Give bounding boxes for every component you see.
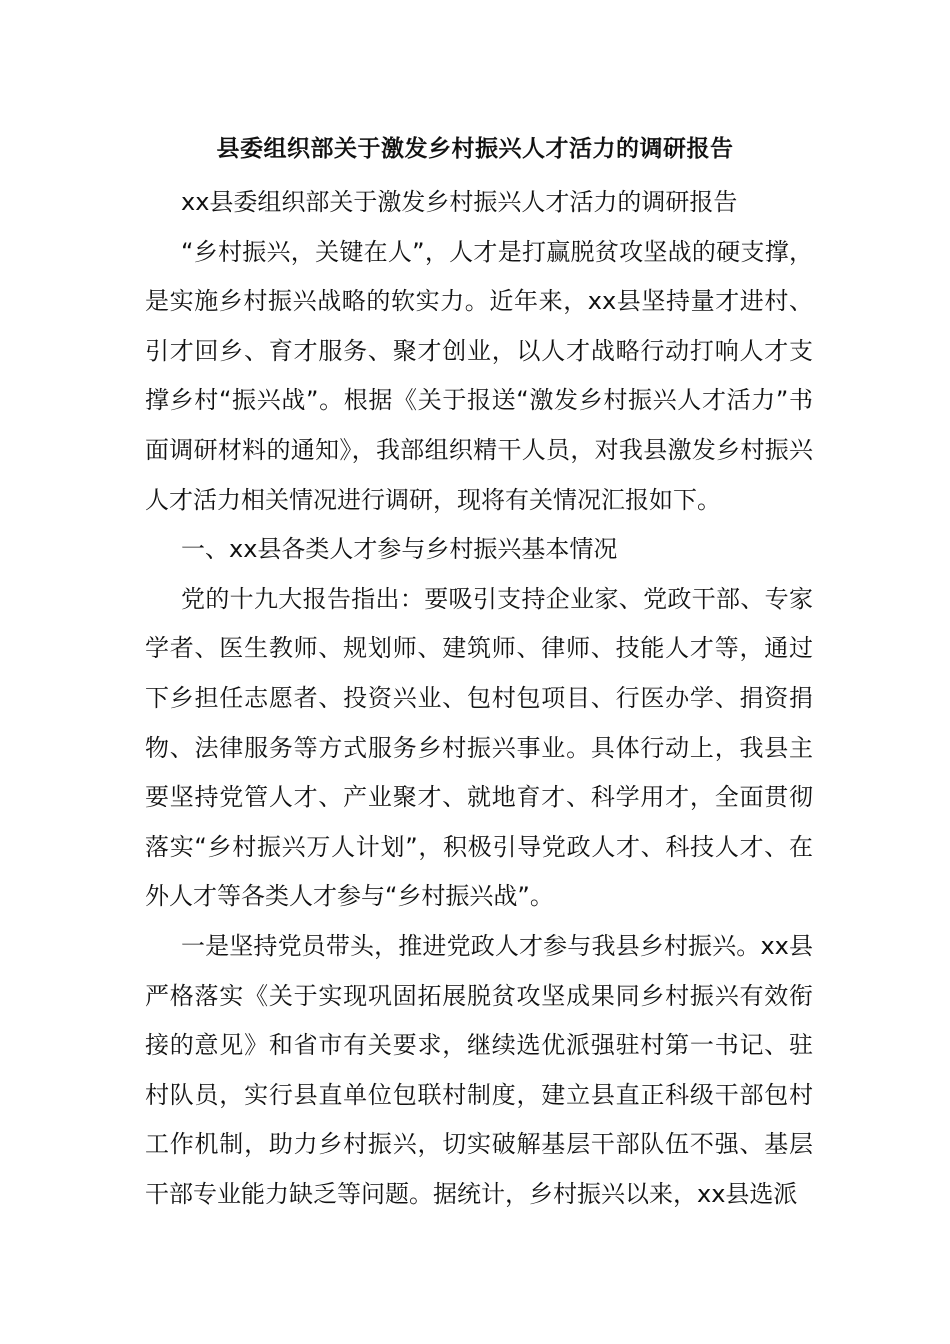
section-heading-1: 一、xx县各类人才参与乡村振兴基本情况 (181, 535, 618, 564)
paragraph-intro: “乡村振兴，关键在人”，人才是打赢脱贫攻坚战的硬支撑，是实施乡村振兴战略的软实力。近年来，xx县坚持量才进村、引才回乡、育才服务、聚才创业，以人才战略行动打响人才支撑乡村“振兴战”。根据《关于报送“激发乡村振兴人才活力”书面调研材料的通知》，我部组织精干人员，对我县激发乡村振兴人才活力相关情况进行调研，现将有关情况汇报如下。 (145, 237, 813, 514)
document-body (145, 178, 813, 1219)
document-title: 县委组织部关于激发乡村振兴人才活力的调研报告 (216, 136, 734, 162)
paragraph-party-talent: 一是坚持党员带头，推进党政人才参与我县乡村振兴。xx县严格落实《关于实现巩固拓展脱贫攻坚成果同乡村振兴有效衔接的意见》和省市有关要求，继续选优派强驻村第一书记、驻村队员，实行县直单位包联村制度，建立县直正科级干部包村工作机制，助力乡村振兴，切实破解基层干部队伍不强、基层干部专业能力缺乏等问题。据统计，乡村振兴以来，xx县选派 (145, 931, 813, 1208)
paragraph-subtitle: xx县委组织部关于激发乡村振兴人才活力的调研报告 (181, 188, 738, 216)
paragraph-report-quote: 党的十九大报告指出：要吸引支持企业家、党政干部、专家学者、医生教师、规划师、建筑师、律师、技能人才等，通过下乡担任志愿者、投资兴业、包村包项目、行医办学、捐资捐物、法律服务等方式服务乡村振兴事业。具体行动上，我县主要坚持党管人才、产业聚才、就地育才、科学用才，全面贯彻落实“乡村振兴万人计划”，积极引导党政人才、科技人才、在外人才等各类人才参与“乡村振兴战”。 (145, 584, 813, 911)
